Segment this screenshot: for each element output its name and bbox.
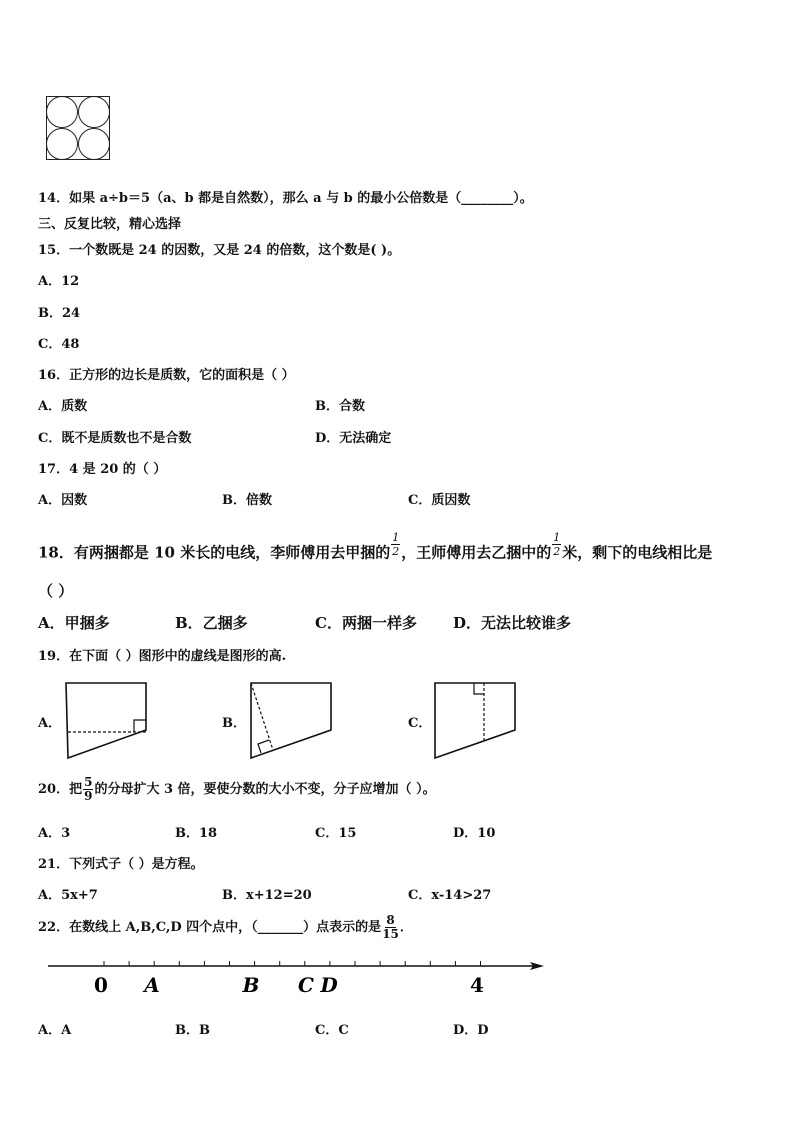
q18-option-a[interactable]: A．甲捆多 [38,614,110,632]
q15-option-b[interactable]: B．24 [38,306,81,321]
q20-option-d[interactable]: D．10 [453,826,496,841]
number-line-label-d: D [320,973,338,997]
q22-option-b[interactable]: B．B [175,1023,210,1038]
q18-option-b[interactable]: B．乙捆多 [175,614,248,632]
q19-figure-c [433,682,519,760]
number-line [0,955,794,1000]
q20-text-part2: 的分母扩大 3 倍，要使分数的大小不变，分子应增加（ ）。 [94,782,436,797]
q22-text-part2: ． [399,920,413,935]
number-line-label-b: B [242,973,260,997]
question-16: 16．正方形的边长是质数，它的面积是（ ） [38,368,295,383]
q20-option-b[interactable]: B．18 [175,826,218,841]
q22-fraction: $\frac{8}{15}$ [382,913,399,941]
question-15: 15．一个数既是 24 的因数，又是 24 的倍数，这个数是( )。 [38,243,401,258]
q18-fraction-1: $\frac{1}{2}$ [392,531,400,558]
q18-option-d[interactable]: D．无法比较谁多 [453,614,572,632]
question-20 [38,776,436,803]
section-heading: 三、反复比较，精心选择 [38,217,182,232]
number-line-label-c: C [298,973,314,997]
q22-text-part1: 22．在数线上 A,B,C,D 四个点中，（_______）点表示的是 [38,920,382,935]
q21-option-a[interactable]: A．5x+7 [38,888,98,903]
number-line-label-a: A [144,973,160,997]
q22-option-a[interactable]: A．A [38,1023,72,1038]
q20-option-c[interactable]: C．15 [315,826,357,841]
q22-option-d[interactable]: D．D [453,1023,489,1038]
q19-option-c[interactable]: C． [408,716,432,731]
q16-option-c[interactable]: C．既不是质数也不是合数 [38,431,192,446]
question-17: 17．4 是 20 的（ ） [38,462,167,477]
q21-option-c[interactable]: C．x-14>27 [408,888,492,903]
number-line-label-4: 4 [470,973,484,997]
q17-option-b[interactable]: B．倍数 [222,493,272,508]
q16-option-d[interactable]: D．无法确定 [315,431,392,446]
q17-option-a[interactable]: A．因数 [38,493,88,508]
q20-option-a[interactable]: A．3 [38,826,71,841]
q15-option-a[interactable]: A．12 [38,274,80,289]
q18-fraction-2: $\frac{1}{2}$ [553,531,561,558]
q16-option-b[interactable]: B．合数 [315,399,365,414]
q19-option-a[interactable]: A． [38,716,62,731]
q19-figure-a [64,682,148,760]
q18-text-part2: ，王师傅用去乙捆中的 [401,543,552,562]
q20-fraction: $\frac{5}{9}$ [84,775,93,803]
q17-option-c[interactable]: C．质因数 [408,493,471,508]
q18-text-part1: 18．有两捆都是 10 米长的电线，李师傅用去甲捆的 [38,543,391,562]
q18-option-c[interactable]: C．两捆一样多 [315,614,417,632]
question-14: 14．如果 a÷b＝5（a、b 都是自然数），那么 a 与 b 的最小公倍数是（________）。 [38,191,533,206]
question-22 [38,914,413,941]
q18-answer-blank: （ ） [38,582,74,600]
number-line-label-0: 0 [94,973,108,997]
q19-option-b[interactable]: B． [222,716,246,731]
q15-option-c[interactable]: C．48 [38,337,80,352]
q18-text-part3: 米，剩下的电线相比是 [562,543,713,562]
q21-option-b[interactable]: B．x+12=20 [222,888,312,903]
q22-option-c[interactable]: C．C [315,1023,349,1038]
four-circles-figure [46,96,110,160]
question-18 [38,531,713,567]
question-19: 19．在下面（ ）图形中的虚线是图形的高. [38,649,287,664]
question-21: 21．下列式子（ ）是方程。 [38,857,204,872]
q16-option-a[interactable]: A．质数 [38,399,88,414]
q19-figure-b [249,682,335,760]
q20-text-part1: 20．把 [38,782,83,797]
